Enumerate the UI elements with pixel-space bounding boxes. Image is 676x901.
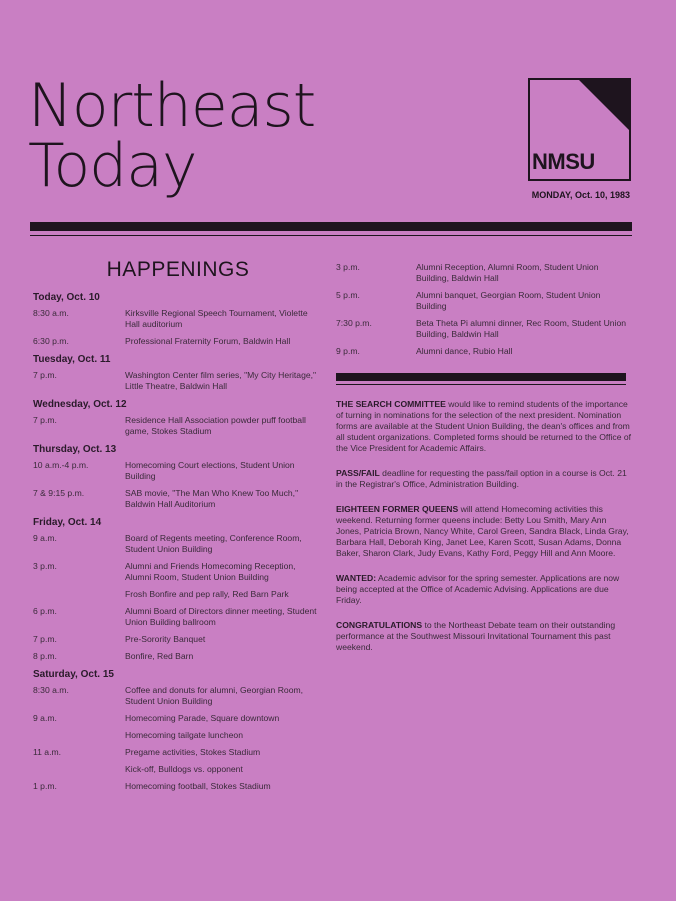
event-description: Alumni banquet, Georgian Room, Student Union Building bbox=[416, 290, 601, 311]
event-row bbox=[33, 730, 323, 741]
notice-item bbox=[336, 573, 632, 606]
event-description: Alumni Board of Directors dinner meeting, Student Union Building ballroom bbox=[125, 606, 317, 627]
event-description: Frosh Bonfire and pep rally, Red Barn Park bbox=[125, 589, 289, 599]
logo-text: NMSU bbox=[532, 149, 595, 174]
event-description: Pregame activities, Stokes Stadium bbox=[125, 747, 261, 757]
event-time: 6:30 p.m. bbox=[33, 336, 69, 346]
event-row bbox=[33, 685, 323, 707]
event-row bbox=[33, 415, 323, 437]
event-row bbox=[336, 346, 632, 357]
masthead-title bbox=[28, 71, 316, 201]
nmsu-logo bbox=[528, 78, 631, 181]
notice-item bbox=[336, 620, 632, 653]
event-time: 8:30 a.m. bbox=[33, 308, 69, 318]
notice-item bbox=[336, 468, 632, 490]
event-row bbox=[33, 370, 323, 392]
event-row bbox=[33, 533, 323, 555]
event-time: 7 p.m. bbox=[33, 415, 57, 425]
event-row bbox=[33, 336, 323, 347]
event-time: 7 p.m. bbox=[33, 370, 57, 380]
event-time: 8 p.m. bbox=[33, 651, 57, 661]
notice-lead: EIGHTEEN FORMER QUEENS bbox=[336, 504, 459, 514]
notice-lead: THE SEARCH COMMITTEE bbox=[336, 399, 446, 409]
event-row bbox=[33, 781, 323, 792]
event-time: 1 p.m. bbox=[33, 781, 57, 791]
event-row bbox=[33, 589, 323, 600]
event-row bbox=[336, 318, 632, 340]
notice-lead: PASS/FAIL bbox=[336, 468, 380, 478]
event-description: Residence Hall Association powder puff football game, Stokes Stadium bbox=[125, 415, 306, 436]
notice-item bbox=[336, 399, 632, 454]
event-description: Alumni and Friends Homecoming Reception, Alumni Room, Student Union Building bbox=[125, 561, 296, 582]
event-description: Bonfire, Red Barn bbox=[125, 651, 194, 661]
day-heading: Friday, Oct. 14 bbox=[33, 517, 102, 528]
event-description: Kick-off, Bulldogs vs. opponent bbox=[125, 764, 243, 774]
masthead-title-line2: Today bbox=[28, 131, 197, 201]
event-time bbox=[33, 764, 125, 775]
right-rule-thin bbox=[336, 384, 626, 385]
dateline: MONDAY, Oct. 10, 1983 bbox=[531, 190, 630, 200]
event-time: 3 p.m. bbox=[33, 561, 57, 571]
event-description: Board of Regents meeting, Conference Room, Student Union Building bbox=[125, 533, 302, 554]
event-time bbox=[33, 589, 125, 600]
event-row bbox=[33, 713, 323, 724]
event-time: 5 p.m. bbox=[336, 290, 360, 300]
event-row bbox=[33, 488, 323, 510]
event-description: Beta Theta Pi alumni dinner, Rec Room, Student Union Building, Baldwin Hall bbox=[416, 318, 627, 339]
event-description: Washington Center film series, "My City Heritage," Little Theatre, Baldwin Hall bbox=[125, 370, 317, 391]
event-time: 7 p.m. bbox=[33, 634, 57, 644]
logo-triangle-icon bbox=[579, 80, 629, 130]
event-description: Alumni dance, Rubio Hall bbox=[416, 346, 513, 356]
event-time: 8:30 a.m. bbox=[33, 685, 69, 695]
notice-text: will attend Homecoming activities this weekend. Returning former queens include: Betty Lou Smith, Mary Ann Jones, Patricia Brown, Nancy White, Carol Green, Sandra Black, Linda Gray, Barbara Hall, Deborah King, Janet Lee, Karen Scott, Susan Adams, Donna Baker, Sharon Clark, Judy Evans, Kathy Ford, Peggy Hill and Ann Moore. bbox=[336, 504, 629, 558]
notice-text: Academic advisor for the spring semester. Applications are now being accepted at the Office of Academic Advising. Applications are due Friday. bbox=[336, 573, 620, 605]
event-row bbox=[33, 460, 323, 482]
right-rule-thick bbox=[336, 373, 626, 381]
event-time bbox=[33, 730, 125, 741]
event-time: 9 a.m. bbox=[33, 533, 57, 543]
happenings-column bbox=[33, 258, 323, 798]
day-heading: Saturday, Oct. 15 bbox=[33, 669, 114, 680]
event-row bbox=[336, 290, 632, 312]
notice-text: would like to remind students of the importance of turning in nominations for the selection of the next president. Nomination forms are available at the Student Union Building, the dean's offices and from all student organizations. Completed forms should be returned to the Office of the Vice President for Academic Affairs. bbox=[336, 399, 632, 453]
event-time: 6 p.m. bbox=[33, 606, 57, 616]
event-description: Homecoming tailgate luncheon bbox=[125, 730, 243, 740]
happenings-days bbox=[33, 292, 323, 792]
masthead-title-line1: Northeast bbox=[28, 71, 316, 141]
event-row bbox=[33, 606, 323, 628]
event-time: 11 a.m. bbox=[33, 747, 62, 757]
right-events-list bbox=[336, 262, 632, 357]
event-description: Homecoming Parade, Square downtown bbox=[125, 713, 280, 723]
event-time: 9 p.m. bbox=[336, 346, 360, 356]
day-heading: Tuesday, Oct. 11 bbox=[33, 354, 111, 365]
notice-item bbox=[336, 504, 632, 559]
event-row bbox=[336, 262, 632, 284]
day-heading: Today, Oct. 10 bbox=[33, 292, 100, 303]
masthead-rule-thick bbox=[30, 222, 632, 231]
event-description: Professional Fraternity Forum, Baldwin Hall bbox=[125, 336, 291, 346]
notice-text: deadline for requesting the pass/fail option in a course is Oct. 21 in the Registrar's Office, Administration Building. bbox=[336, 468, 627, 489]
day-heading: Thursday, Oct. 13 bbox=[33, 444, 117, 455]
notice-text: to the Northeast Debate team on their outstanding performance at the Southwest Missouri Invitational Tournament this past weekend. bbox=[336, 620, 616, 652]
day-heading: Wednesday, Oct. 12 bbox=[33, 399, 127, 410]
masthead-rule-thin bbox=[30, 235, 632, 236]
event-row bbox=[33, 561, 323, 583]
notice-lead: CONGRATULATIONS bbox=[336, 620, 423, 630]
event-time: 7:30 p.m. bbox=[336, 318, 372, 328]
event-time: 3 p.m. bbox=[336, 262, 360, 272]
event-description: Homecoming football, Stokes Stadium bbox=[125, 781, 271, 791]
notices-list bbox=[336, 399, 632, 653]
event-row bbox=[33, 747, 323, 758]
right-column bbox=[336, 262, 632, 667]
event-time: 10 a.m.-4 p.m. bbox=[33, 460, 89, 470]
event-description: Homecoming Court elections, Student Union Building bbox=[125, 460, 295, 481]
event-row bbox=[33, 764, 323, 775]
event-description: Kirksville Regional Speech Tournament, Violette Hall auditorium bbox=[125, 308, 308, 329]
event-time: 9 a.m. bbox=[33, 713, 57, 723]
event-description: Alumni Reception, Alumni Room, Student Union Building, Baldwin Hall bbox=[416, 262, 599, 283]
event-time: 7 & 9:15 p.m. bbox=[33, 488, 85, 498]
notice-lead: WANTED: bbox=[336, 573, 377, 583]
event-description: Pre-Sorority Banquet bbox=[125, 634, 206, 644]
event-row bbox=[33, 308, 323, 330]
happenings-title: HAPPENINGS bbox=[106, 258, 250, 281]
event-description: Coffee and donuts for alumni, Georgian Room, Student Union Building bbox=[125, 685, 304, 706]
event-row bbox=[33, 634, 323, 645]
event-row bbox=[33, 651, 323, 662]
event-description: SAB movie, "The Man Who Knew Too Much," Baldwin Hall Auditorium bbox=[125, 488, 299, 509]
